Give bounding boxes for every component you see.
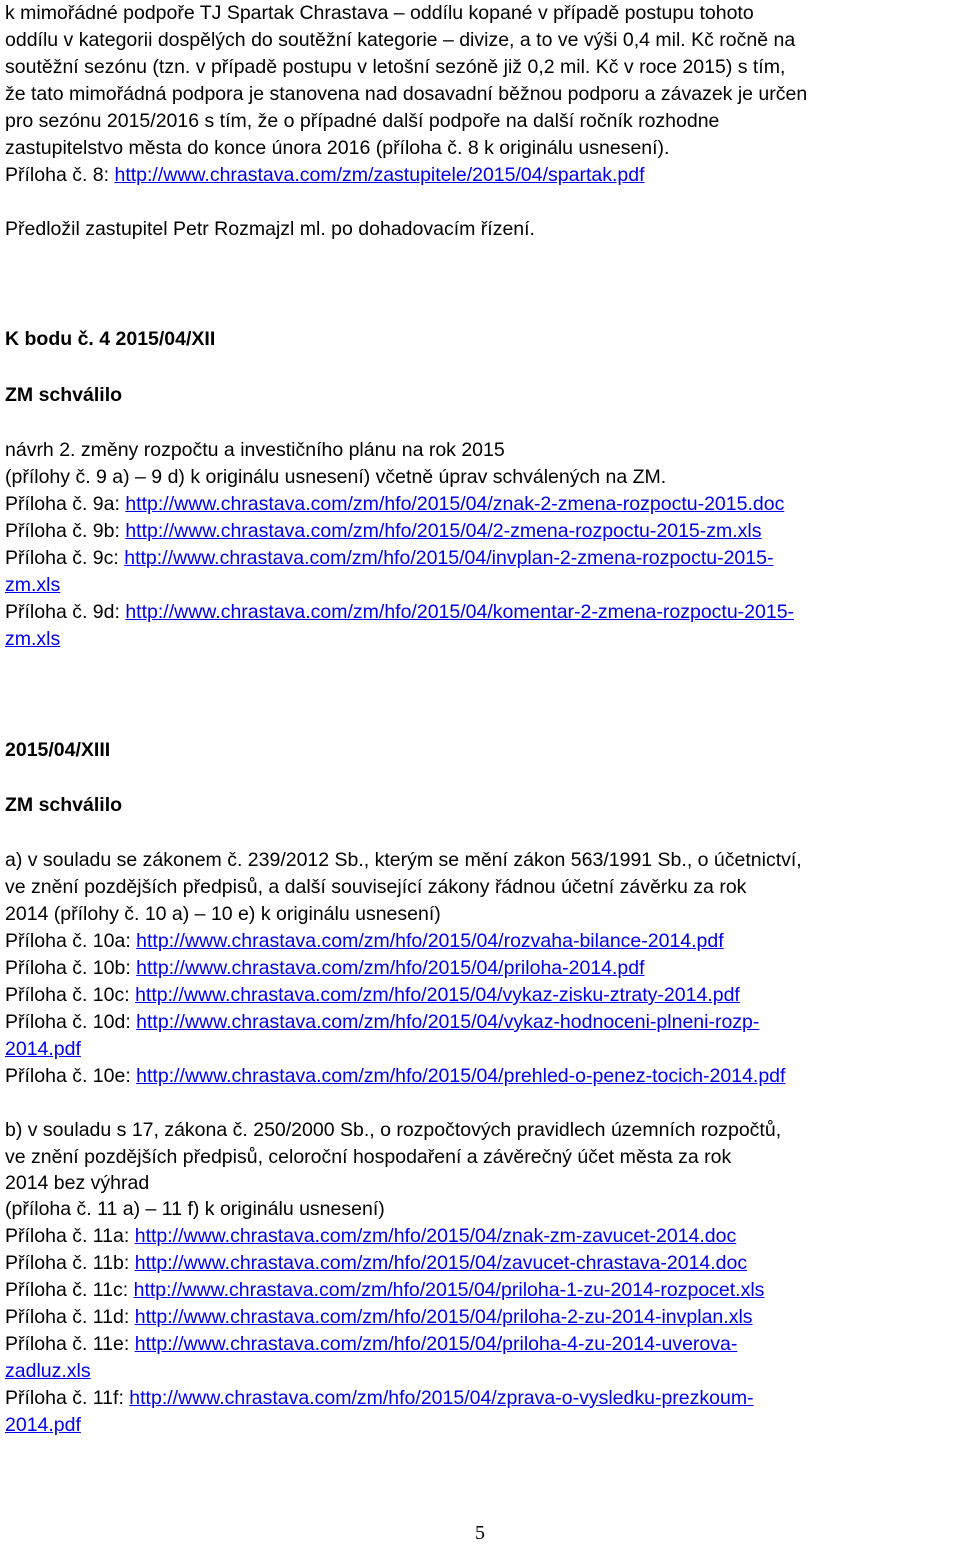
attachment-label: Příloha č. 10b: [5, 957, 137, 979]
attachment-label: Příloha č. 9a: [5, 493, 126, 515]
attachment-10d-cont [5, 1036, 81, 1063]
attachment-9d [5, 599, 794, 626]
attachment-link[interactable]: http://www.chrastava.com/zm/hfo/2015/04/invplan-2-zmena-rozpoctu-2015- [124, 547, 774, 569]
attachment-label: Příloha č. 9b: [5, 520, 126, 542]
attachment-link[interactable]: http://www.chrastava.com/zm/hfo/2015/04/priloha-1-zu-2014-rozpocet.xls [133, 1279, 765, 1301]
paragraph-line: 2014 (přílohy č. 10 a) – 10 e) k originálu usnesení) [5, 903, 441, 925]
attachment-8 [5, 162, 644, 189]
attachment-link-cont[interactable]: zm.xls [5, 574, 61, 596]
attachment-link[interactable]: http://www.chrastava.com/zm/zastupitele/2015/04/spartak.pdf [114, 164, 645, 186]
attachment-link[interactable]: http://www.chrastava.com/zm/hfo/2015/04/vykaz-hodnoceni-plneni-rozp- [136, 1011, 760, 1033]
attachment-link[interactable]: http://www.chrastava.com/zm/hfo/2015/04/priloha-4-zu-2014-uverova- [134, 1333, 738, 1355]
attachment-link[interactable]: http://www.chrastava.com/zm/hfo/2015/04/priloha-2-zu-2014-invplan.xls [134, 1306, 753, 1328]
attachment-9c [5, 545, 773, 572]
attachment-9d-cont [5, 626, 60, 653]
attachment-9c-cont [5, 572, 60, 599]
paragraph-line: (příloha č. 11 a) – 11 f) k originálu usnesení) [5, 1198, 385, 1220]
attachment-label: Příloha č. 10a: [5, 930, 137, 952]
paragraph-line: k mimořádné podpoře TJ Spartak Chrastava – oddílu kopané v případě postupu tohoto [5, 2, 754, 24]
attachment-link[interactable]: http://www.chrastava.com/zm/hfo/2015/04/zavucet-chrastava-2014.doc [134, 1252, 748, 1274]
attachment-11e [5, 1331, 737, 1358]
paragraph-line: pro sezónu 2015/2016 s tím, že o případné další podpoře na další ročník rozhodne [5, 110, 720, 132]
attachment-label: Příloha č. 9c: [5, 547, 125, 569]
paragraph-line: b) v souladu s 17, zákona č. 250/2000 Sb., o rozpočtových pravidlech územních rozpočtů, [5, 1119, 782, 1141]
attachment-link[interactable]: http://www.chrastava.com/zm/hfo/2015/04/komentar-2-zmena-rozpoctu-2015- [125, 601, 795, 623]
attachment-link[interactable]: http://www.chrastava.com/zm/hfo/2015/04/prehled-o-penez-tocich-2014.pdf [136, 1065, 786, 1087]
approved-heading: ZM schválilo [5, 794, 123, 816]
paragraph-line: zastupitelstvo města do konce února 2016 (příloha č. 8 k originálu usnesení). [5, 137, 670, 159]
attachment-label: Příloha č. 11a: [5, 1225, 135, 1247]
paragraph-line: návrh 2. změny rozpočtu a investičního plánu na rok 2015 [5, 439, 505, 461]
attachment-link-cont[interactable]: zadluz.xls [5, 1360, 91, 1382]
attachment-10c [5, 982, 740, 1009]
attachment-label: Příloha č. 11d: [5, 1306, 135, 1328]
section-heading: 2015/04/XIII [5, 739, 111, 761]
attachment-11a [5, 1223, 736, 1250]
paragraph-line: a) v souladu se zákonem č. 239/2012 Sb., kterým se mění zákon 563/1991 Sb., o účetnictví, [5, 849, 802, 871]
page-number: 5 [475, 1522, 485, 1544]
paragraph-line: že tato mimořádná podpora je stanovena nad dosavadní běžnou podporu a závazek je určen [5, 83, 808, 105]
attachment-link[interactable]: http://www.chrastava.com/zm/hfo/2015/04/priloha-2014.pdf [136, 957, 645, 979]
attachment-link[interactable]: http://www.chrastava.com/zm/hfo/2015/04/vykaz-zisku-ztraty-2014.pdf [135, 984, 740, 1006]
paragraph-line: soutěžní sezónu (tzn. v případě postupu v letošní sezóně již 0,2 mil. Kč v roce 2015) s tím, [5, 56, 786, 78]
attachment-9a [5, 491, 784, 518]
attachment-11e-cont [5, 1358, 91, 1385]
paragraph-line: (přílohy č. 9 a) – 9 d) k originálu usnesení) včetně úprav schválených na ZM. [5, 466, 667, 488]
attachment-label: Příloha č. 10d: [5, 1011, 137, 1033]
attachment-10b [5, 955, 645, 982]
paragraph-line: ve znění pozdějších předpisů, celoroční hospodaření a závěrečný účet města za rok [5, 1146, 732, 1168]
attachment-11f-cont [5, 1412, 81, 1439]
attachment-label: Příloha č. 9d: [5, 601, 126, 623]
attachment-label: Příloha č. 8: [5, 164, 115, 186]
attachment-label: Příloha č. 11f: [5, 1387, 130, 1409]
attachment-link-cont[interactable]: 2014.pdf [5, 1414, 81, 1436]
attachment-link[interactable]: http://www.chrastava.com/zm/hfo/2015/04/rozvaha-bilance-2014.pdf [136, 930, 724, 952]
attachment-11c [5, 1277, 764, 1304]
attachment-label: Příloha č. 11b: [5, 1252, 135, 1274]
paragraph-line: 2014 bez výhrad [5, 1172, 150, 1194]
attachment-label: Příloha č. 11e: [5, 1333, 135, 1355]
attachment-11f [5, 1385, 754, 1412]
attachment-11d [5, 1304, 753, 1331]
attachment-10a [5, 928, 724, 955]
attachment-link-cont[interactable]: 2014.pdf [5, 1038, 81, 1060]
attachment-label: Příloha č. 10c: [5, 984, 136, 1006]
paragraph-line: oddílu v kategorii dospělých do soutěžní kategorie – divize, a to ve výši 0,4 mil. Kč ročně na [5, 29, 796, 51]
attachment-link[interactable]: http://www.chrastava.com/zm/hfo/2015/04/zprava-o-vysledku-prezkoum- [129, 1387, 754, 1409]
attachment-link[interactable]: http://www.chrastava.com/zm/hfo/2015/04/2-zmena-rozpoctu-2015-zm.xls [125, 520, 762, 542]
attachment-10e [5, 1063, 785, 1090]
attachment-label: Příloha č. 10e: [5, 1065, 137, 1087]
attachment-11b [5, 1250, 747, 1277]
attachment-label: Příloha č. 11c: [5, 1279, 134, 1301]
submitted-by: Předložil zastupitel Petr Rozmajzl ml. po dohadovacím řízení. [5, 218, 535, 240]
attachment-10d [5, 1009, 759, 1036]
attachment-9b [5, 518, 762, 545]
attachment-link[interactable]: http://www.chrastava.com/zm/hfo/2015/04/znak-zm-zavucet-2014.doc [134, 1225, 737, 1247]
attachment-link[interactable]: http://www.chrastava.com/zm/hfo/2015/04/znak-2-zmena-rozpoctu-2015.doc [125, 493, 785, 515]
attachment-link-cont[interactable]: zm.xls [5, 628, 61, 650]
paragraph-line: ve znění pozdějších předpisů, a další související zákony řádnou účetní závěrku za rok [5, 876, 747, 898]
approved-heading: ZM schválilo [5, 384, 123, 406]
section-heading: K bodu č. 4 2015/04/XII [5, 328, 216, 350]
